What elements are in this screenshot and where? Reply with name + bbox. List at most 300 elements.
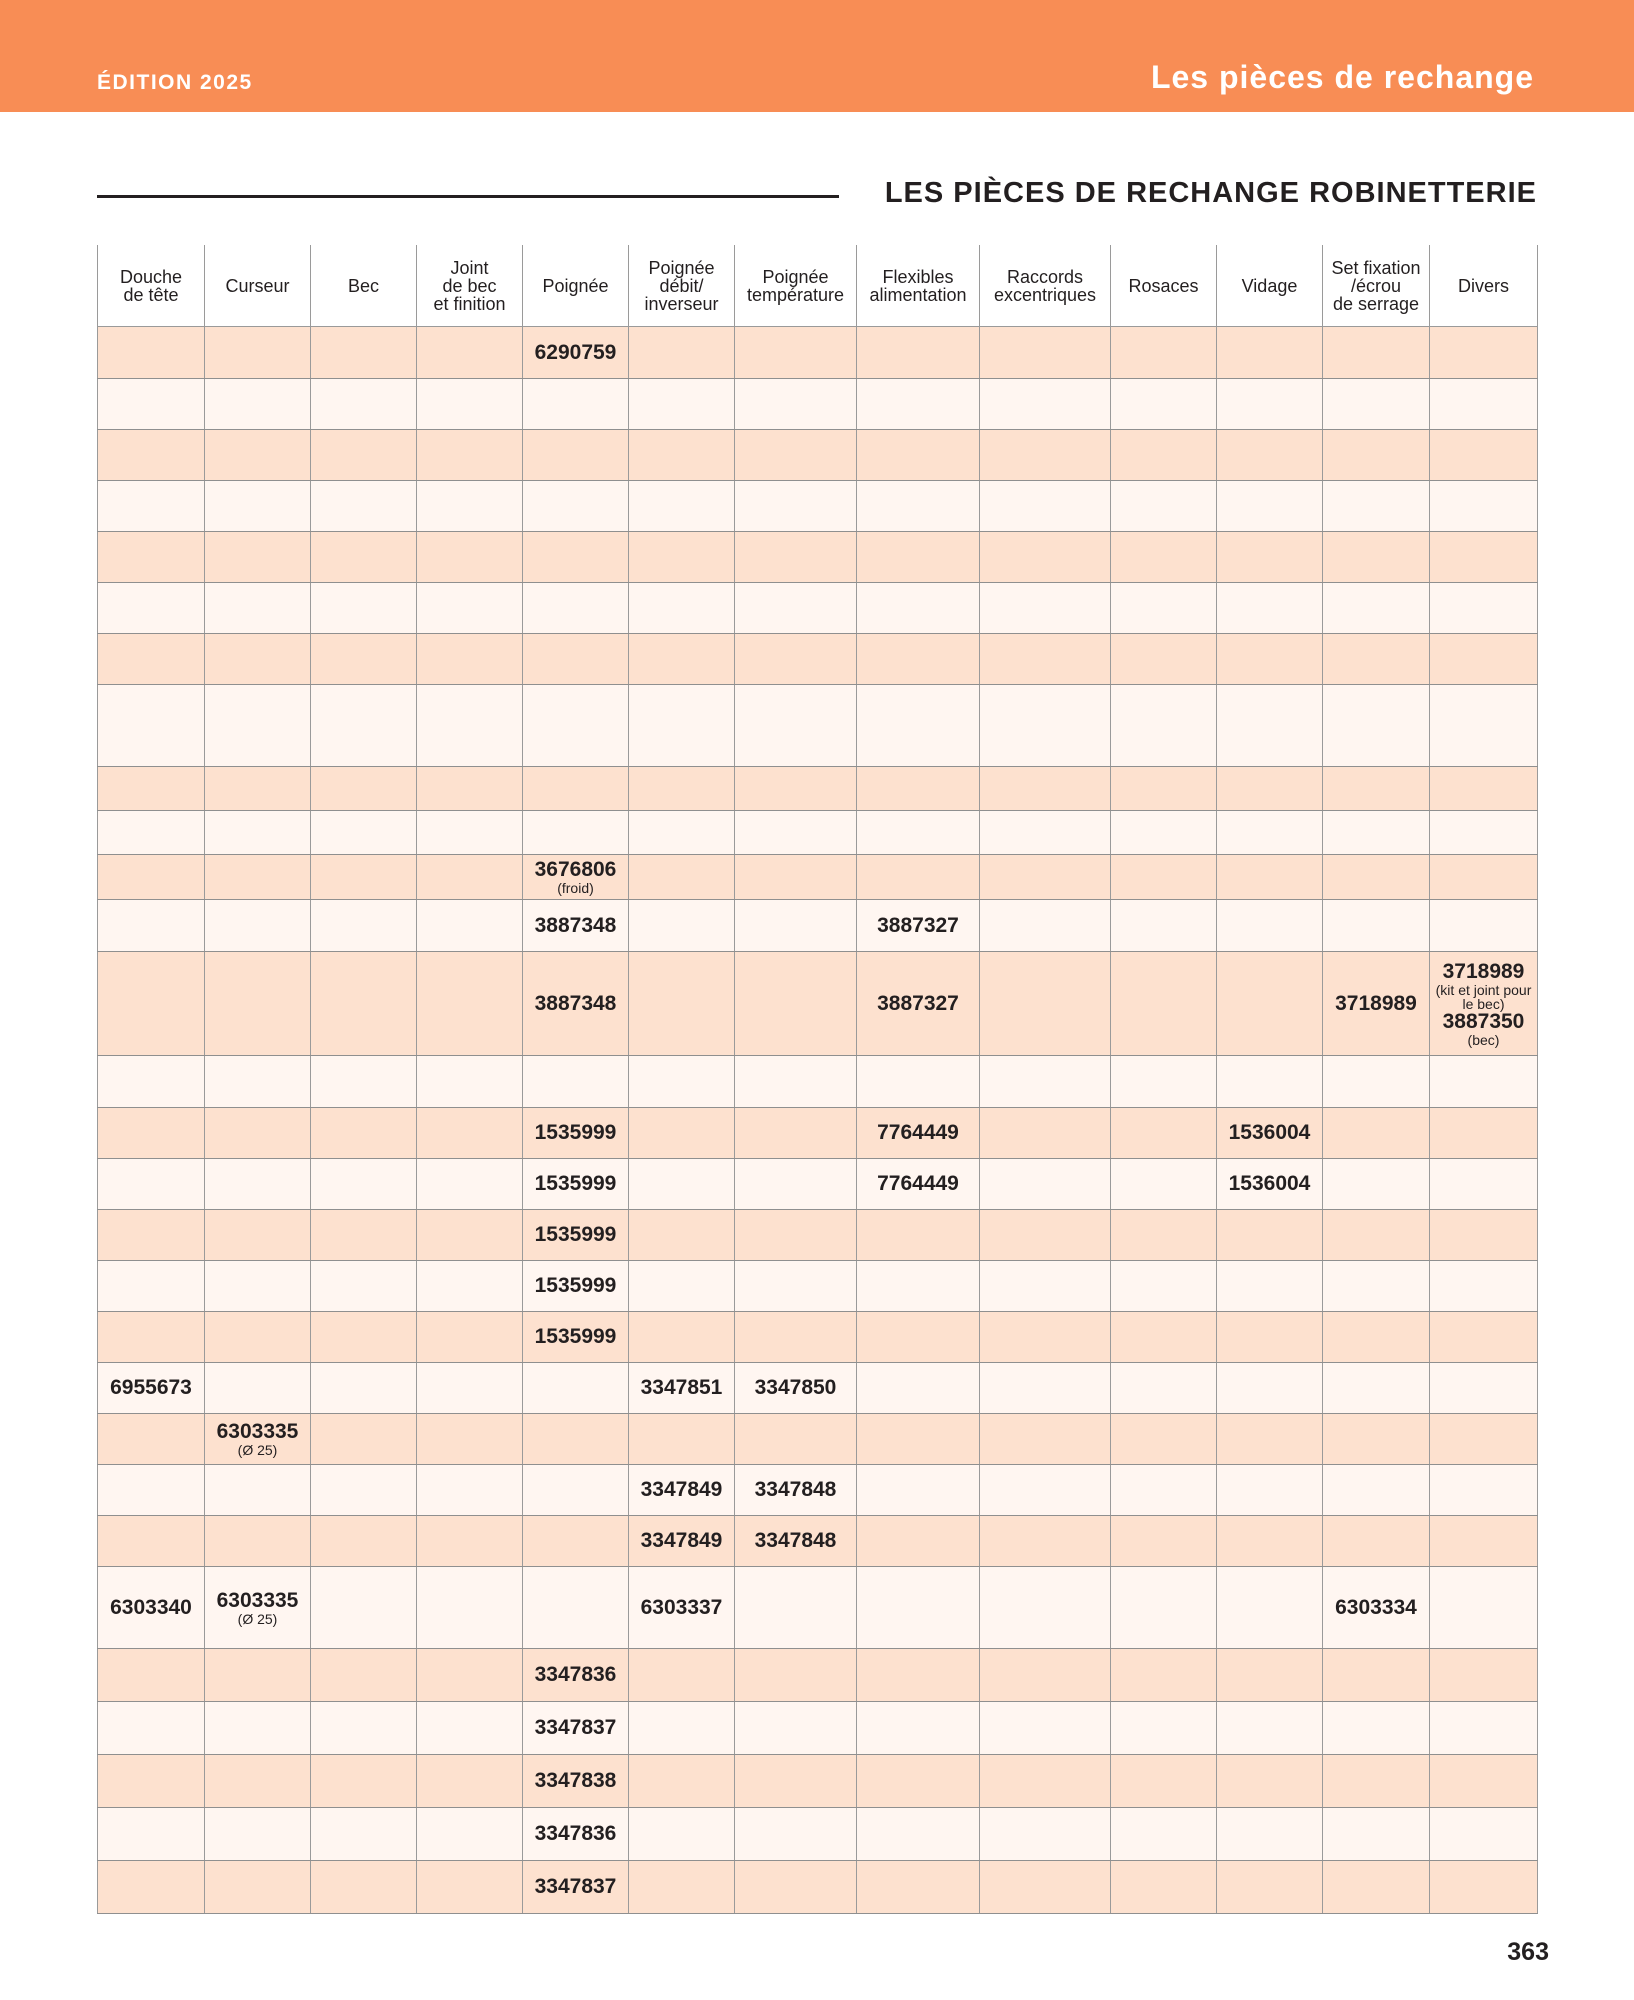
table-row xyxy=(98,634,1538,685)
table-cell xyxy=(980,1108,1111,1159)
table-cell xyxy=(629,532,735,583)
table-cell xyxy=(311,1108,417,1159)
table-cell xyxy=(417,1702,523,1755)
table-cell xyxy=(205,1261,311,1312)
table-cell xyxy=(1323,1312,1430,1363)
table-cell xyxy=(417,1861,523,1914)
table-cell xyxy=(980,481,1111,532)
table-row xyxy=(98,1702,1538,1755)
table-cell xyxy=(1217,327,1323,379)
table-cell xyxy=(1111,1261,1217,1312)
part-number: 3347837 xyxy=(534,1875,617,1898)
part-number: 6303335 xyxy=(216,1420,299,1443)
column-header-line: de tête xyxy=(123,284,179,305)
table-cell xyxy=(1217,1363,1323,1414)
table-cell xyxy=(735,1567,857,1649)
table-cell xyxy=(1323,811,1430,855)
table-cell xyxy=(523,1567,629,1649)
table-cell xyxy=(205,1516,311,1567)
table-row xyxy=(98,1516,1538,1567)
table-cell xyxy=(98,855,205,900)
column-header-line: Douche xyxy=(119,266,183,287)
table-cell xyxy=(417,855,523,900)
table-cell xyxy=(735,532,857,583)
part-note: (kit et joint pour le bec) xyxy=(1435,981,1532,1012)
table-cell xyxy=(629,952,735,1056)
table-row xyxy=(98,900,1538,952)
table-cell xyxy=(311,1056,417,1108)
table-cell xyxy=(523,1108,629,1159)
table-row xyxy=(98,1261,1538,1312)
table-cell xyxy=(523,1755,629,1808)
table-cell xyxy=(1323,1702,1430,1755)
table-cell xyxy=(417,1108,523,1159)
table-cell xyxy=(205,1755,311,1808)
part-number: 1536004 xyxy=(1228,1121,1311,1144)
table-cell xyxy=(1217,1312,1323,1363)
table-cell xyxy=(417,767,523,811)
table-row xyxy=(98,1363,1538,1414)
table-cell xyxy=(857,767,980,811)
table-cell xyxy=(735,430,857,481)
column-header-line: Rosaces xyxy=(1128,275,1199,296)
table-cell xyxy=(1323,327,1430,379)
column-header xyxy=(205,245,311,327)
table-cell xyxy=(1217,1261,1323,1312)
column-header-line: Curseur xyxy=(225,275,290,296)
table-cell xyxy=(629,583,735,634)
table-cell xyxy=(523,1649,629,1702)
part-number: 1535999 xyxy=(534,1223,617,1246)
table-cell xyxy=(311,1261,417,1312)
table-cell xyxy=(857,1861,980,1914)
part-number: 1535999 xyxy=(534,1325,617,1348)
table-cell xyxy=(523,327,629,379)
table-cell xyxy=(417,327,523,379)
table-cell xyxy=(1111,900,1217,952)
table-cell xyxy=(523,1465,629,1516)
column-header-line: excentriques xyxy=(993,284,1097,305)
table-cell xyxy=(417,1261,523,1312)
part-number: 6303337 xyxy=(640,1595,723,1619)
table-cell xyxy=(1217,900,1323,952)
table-cell xyxy=(417,1159,523,1210)
table-cell xyxy=(523,1312,629,1363)
table-cell xyxy=(629,1108,735,1159)
part-number: 6290759 xyxy=(534,340,617,364)
table-cell xyxy=(735,1516,857,1567)
table-cell xyxy=(311,1465,417,1516)
table-cell xyxy=(205,1414,311,1465)
table-cell xyxy=(629,1210,735,1261)
table-cell xyxy=(857,1414,980,1465)
table-cell xyxy=(311,1516,417,1567)
table-cell xyxy=(205,855,311,900)
table-cell xyxy=(1111,1414,1217,1465)
part-number: 3887327 xyxy=(877,991,959,1015)
part-number: 6303340 xyxy=(110,1595,192,1619)
table-cell xyxy=(205,952,311,1056)
table-row xyxy=(98,767,1538,811)
table-cell xyxy=(417,481,523,532)
part-number: 3347838 xyxy=(534,1769,617,1792)
table-cell xyxy=(98,379,205,430)
table-cell xyxy=(1323,900,1430,952)
table-cell xyxy=(1217,1465,1323,1516)
column-header-line: de bec xyxy=(442,275,497,296)
table-cell xyxy=(1217,1567,1323,1649)
table-cell xyxy=(205,327,311,379)
table-cell xyxy=(523,634,629,685)
table-cell xyxy=(857,1312,980,1363)
column-header-line: alimentation xyxy=(869,284,967,305)
table-cell xyxy=(1430,811,1538,855)
table-cell xyxy=(523,1516,629,1567)
part-number: 1535999 xyxy=(534,1172,617,1195)
table-cell xyxy=(98,1702,205,1755)
table-cell xyxy=(1217,767,1323,811)
table-cell xyxy=(98,532,205,583)
table-cell xyxy=(1323,430,1430,481)
table-cell xyxy=(1323,379,1430,430)
table-cell xyxy=(523,379,629,430)
table-cell xyxy=(523,1702,629,1755)
table-cell xyxy=(1323,532,1430,583)
table-cell xyxy=(1430,1056,1538,1108)
table-cell xyxy=(205,430,311,481)
table-cell xyxy=(205,1649,311,1702)
table-cell xyxy=(1430,583,1538,634)
column-header-line: débit/ xyxy=(659,275,704,296)
table-cell xyxy=(629,685,735,767)
part-number: 3718989 xyxy=(1335,991,1417,1015)
table-cell xyxy=(311,1649,417,1702)
table-cell xyxy=(98,1056,205,1108)
table-cell xyxy=(735,1056,857,1108)
table-cell xyxy=(523,430,629,481)
table-cell xyxy=(1217,1516,1323,1567)
table-cell xyxy=(1111,327,1217,379)
table-cell xyxy=(98,952,205,1056)
table-cell xyxy=(629,1649,735,1702)
table-cell xyxy=(1323,767,1430,811)
part-number: 3347836 xyxy=(534,1663,617,1686)
table-cell xyxy=(205,1210,311,1261)
table-cell xyxy=(980,1261,1111,1312)
table-cell xyxy=(735,634,857,685)
table-cell xyxy=(1323,1755,1430,1808)
table-row xyxy=(98,1465,1538,1516)
table-cell xyxy=(1217,1159,1323,1210)
table-cell xyxy=(735,952,857,1056)
table-cell xyxy=(857,379,980,430)
table-cell xyxy=(629,1414,735,1465)
table-cell xyxy=(1430,1363,1538,1414)
part-number: 1536004 xyxy=(1228,1172,1311,1195)
table-cell xyxy=(629,1702,735,1755)
section-divider xyxy=(97,195,839,198)
table-cell xyxy=(735,379,857,430)
table-cell xyxy=(1323,481,1430,532)
column-header-line: Poignée xyxy=(542,275,609,296)
table-cell xyxy=(205,1108,311,1159)
table-cell xyxy=(1217,481,1323,532)
part-number: 3887348 xyxy=(534,991,617,1015)
table-cell xyxy=(311,811,417,855)
table-cell xyxy=(980,1567,1111,1649)
table-cell xyxy=(417,1414,523,1465)
table-cell xyxy=(417,1808,523,1861)
table-cell xyxy=(311,430,417,481)
table-cell xyxy=(417,430,523,481)
table-cell xyxy=(311,1861,417,1914)
table-cell xyxy=(857,327,980,379)
table-cell xyxy=(1430,1808,1538,1861)
table-cell xyxy=(629,855,735,900)
table-cell xyxy=(735,900,857,952)
table-cell xyxy=(98,1159,205,1210)
table-cell xyxy=(735,685,857,767)
table-cell xyxy=(1111,1861,1217,1914)
column-header-line: Divers xyxy=(1457,275,1509,296)
table-cell xyxy=(1217,1210,1323,1261)
column-header-line: Raccords xyxy=(1006,266,1084,287)
column-header xyxy=(98,245,205,327)
table-cell xyxy=(523,1056,629,1108)
table-row xyxy=(98,1312,1538,1363)
table-cell xyxy=(980,1649,1111,1702)
table-cell xyxy=(980,1363,1111,1414)
table-cell xyxy=(1217,1649,1323,1702)
table-cell xyxy=(1111,1808,1217,1861)
table-cell xyxy=(735,767,857,811)
table-cell xyxy=(1217,811,1323,855)
table-cell xyxy=(629,900,735,952)
table-cell xyxy=(980,634,1111,685)
table-cell xyxy=(205,1861,311,1914)
table-cell xyxy=(98,1808,205,1861)
table-cell xyxy=(980,900,1111,952)
table-cell xyxy=(1111,1363,1217,1414)
table-cell xyxy=(1217,532,1323,583)
table-cell xyxy=(857,634,980,685)
table-cell xyxy=(311,1210,417,1261)
table-cell xyxy=(857,1567,980,1649)
table-cell xyxy=(1430,379,1538,430)
table-cell xyxy=(1217,685,1323,767)
table-cell xyxy=(857,1056,980,1108)
table-cell xyxy=(98,430,205,481)
table-cell xyxy=(1111,1210,1217,1261)
table-cell xyxy=(311,379,417,430)
table-cell xyxy=(98,1649,205,1702)
table-cell xyxy=(629,481,735,532)
table-cell xyxy=(1111,1649,1217,1702)
part-number: 3887350 xyxy=(1442,1009,1525,1033)
table-cell xyxy=(1323,1056,1430,1108)
table-cell xyxy=(311,1363,417,1414)
table-cell xyxy=(980,767,1111,811)
column-header xyxy=(980,245,1111,327)
table-cell xyxy=(629,1567,735,1649)
table-cell xyxy=(1323,1108,1430,1159)
table-cell xyxy=(1323,685,1430,767)
table-cell xyxy=(1430,532,1538,583)
table-cell xyxy=(1111,1702,1217,1755)
table-cell xyxy=(98,1861,205,1914)
table-cell xyxy=(98,1755,205,1808)
table-cell xyxy=(311,855,417,900)
column-header xyxy=(735,245,857,327)
table-cell xyxy=(735,1702,857,1755)
table-cell xyxy=(311,327,417,379)
table-cell xyxy=(1111,379,1217,430)
table-cell xyxy=(205,1312,311,1363)
table-cell xyxy=(311,634,417,685)
table-cell xyxy=(1430,1210,1538,1261)
table-cell xyxy=(1430,767,1538,811)
column-header xyxy=(523,245,629,327)
table-cell xyxy=(629,1861,735,1914)
table-cell xyxy=(1111,1056,1217,1108)
table-cell xyxy=(857,532,980,583)
table-cell xyxy=(1430,1465,1538,1516)
part-number: 6303335 xyxy=(216,1588,299,1612)
table-cell xyxy=(205,1702,311,1755)
column-header-line: Poignée xyxy=(648,257,715,278)
table-cell xyxy=(629,634,735,685)
table-cell xyxy=(205,1056,311,1108)
table-cell xyxy=(1430,481,1538,532)
table-cell xyxy=(311,1567,417,1649)
table-cell xyxy=(523,1861,629,1914)
table-cell xyxy=(1217,1861,1323,1914)
column-header xyxy=(1111,245,1217,327)
table-cell xyxy=(1323,1516,1430,1567)
part-number: 6955673 xyxy=(110,1376,192,1399)
table-row xyxy=(98,1414,1538,1465)
table-row xyxy=(98,1056,1538,1108)
table-cell xyxy=(629,1755,735,1808)
table-cell xyxy=(1111,430,1217,481)
table-cell xyxy=(629,1312,735,1363)
table-cell xyxy=(1217,855,1323,900)
table-cell xyxy=(980,379,1111,430)
table-cell xyxy=(205,1465,311,1516)
table-cell xyxy=(98,1414,205,1465)
table-cell xyxy=(857,900,980,952)
column-header-line: Joint xyxy=(450,257,489,278)
table-cell xyxy=(311,685,417,767)
table-cell xyxy=(1111,811,1217,855)
table-cell xyxy=(1323,1414,1430,1465)
table-cell xyxy=(205,1363,311,1414)
table-cell xyxy=(980,430,1111,481)
table-cell xyxy=(1430,855,1538,900)
table-cell xyxy=(1111,583,1217,634)
table-cell xyxy=(857,1261,980,1312)
part-number: 3347837 xyxy=(534,1716,617,1739)
table-cell xyxy=(735,327,857,379)
table-cell xyxy=(629,379,735,430)
part-number: 7764449 xyxy=(877,1172,959,1195)
part-number: 3887348 xyxy=(534,913,617,937)
table-cell xyxy=(1323,1210,1430,1261)
table-cell xyxy=(1430,1261,1538,1312)
table-cell xyxy=(98,1108,205,1159)
table-cell xyxy=(1217,379,1323,430)
table-cell xyxy=(205,532,311,583)
table-cell xyxy=(857,952,980,1056)
table-cell xyxy=(98,1312,205,1363)
table-cell xyxy=(523,855,629,900)
table-cell xyxy=(629,1363,735,1414)
table-cell xyxy=(417,1363,523,1414)
table-cell xyxy=(857,1649,980,1702)
table-cell xyxy=(98,900,205,952)
table-cell xyxy=(523,1210,629,1261)
table-cell xyxy=(857,1363,980,1414)
column-header-line: Set fixation xyxy=(1331,257,1421,278)
table-cell xyxy=(1430,1702,1538,1755)
table-cell xyxy=(98,1465,205,1516)
table-row xyxy=(98,1108,1538,1159)
table-cell xyxy=(735,1261,857,1312)
table-cell xyxy=(523,685,629,767)
part-number: 3887327 xyxy=(877,913,959,937)
column-header-line: /écrou xyxy=(1350,275,1402,296)
table-cell xyxy=(1217,634,1323,685)
table-cell xyxy=(857,430,980,481)
table-cell xyxy=(735,855,857,900)
table-cell xyxy=(735,1465,857,1516)
table-cell xyxy=(311,1755,417,1808)
table-cell xyxy=(311,583,417,634)
table-cell xyxy=(98,327,205,379)
column-header xyxy=(1217,245,1323,327)
part-number: 1535999 xyxy=(534,1274,617,1297)
table-cell xyxy=(417,532,523,583)
table-cell xyxy=(1217,952,1323,1056)
table-cell xyxy=(1217,1056,1323,1108)
table-cell xyxy=(417,1649,523,1702)
table-cell xyxy=(311,481,417,532)
table-row xyxy=(98,1159,1538,1210)
table-cell xyxy=(857,811,980,855)
table-cell xyxy=(523,1808,629,1861)
column-header-line: Vidage xyxy=(1241,275,1298,296)
table-cell xyxy=(735,1312,857,1363)
part-number: 7764449 xyxy=(877,1121,959,1144)
table-cell xyxy=(1217,1108,1323,1159)
table-cell xyxy=(1111,1312,1217,1363)
table-row xyxy=(98,855,1538,900)
table-cell xyxy=(1217,1808,1323,1861)
table-cell xyxy=(98,1363,205,1414)
table-row xyxy=(98,685,1538,767)
table-cell xyxy=(98,583,205,634)
table-cell xyxy=(1430,1649,1538,1702)
table-cell xyxy=(980,1516,1111,1567)
table-cell xyxy=(417,811,523,855)
table-cell xyxy=(980,1159,1111,1210)
table-cell xyxy=(1217,1755,1323,1808)
table-cell xyxy=(523,1414,629,1465)
table-cell xyxy=(523,1159,629,1210)
table-cell xyxy=(417,1312,523,1363)
table-cell xyxy=(1217,583,1323,634)
column-header-line: inverseur xyxy=(644,293,719,314)
